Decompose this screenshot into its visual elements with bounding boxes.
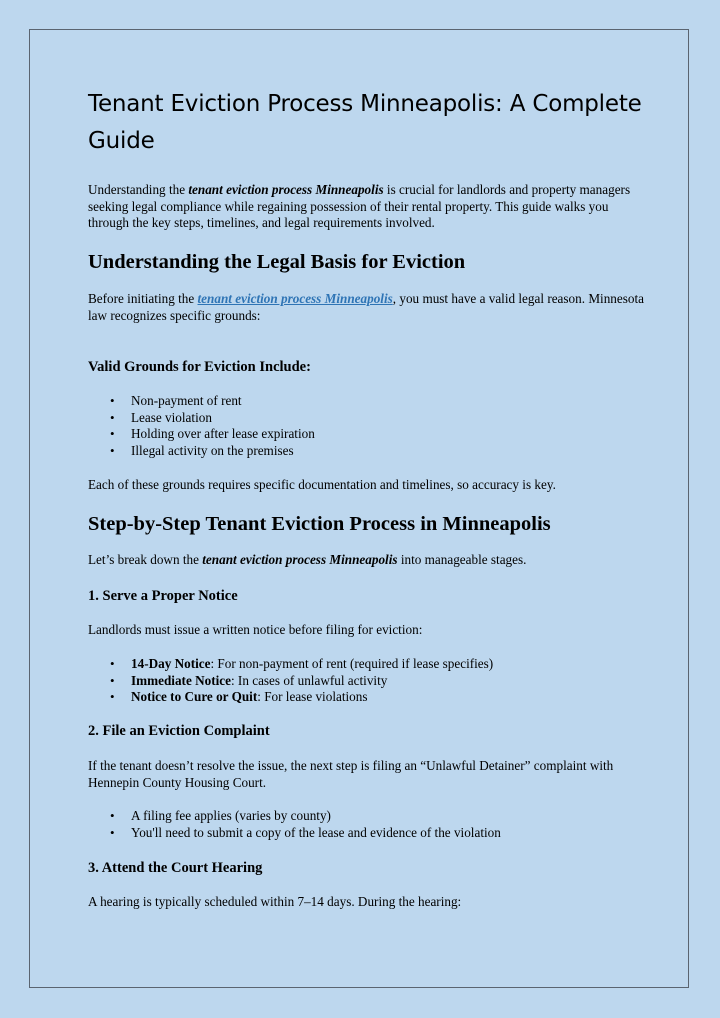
notice-list [88,656,648,706]
list-item [88,689,648,706]
list-item [88,673,648,690]
valid-grounds-heading: Valid Grounds for Eviction Include: [88,359,311,375]
list-item-text: You'll need to submit a copy of the lease and evidence of the violation [131,824,501,840]
notice-label: Immediate Notice [131,672,231,688]
bullet-icon: • [110,689,115,704]
bullet-icon: • [110,824,115,840]
step1-heading: 1. Serve a Proper Notice [88,588,238,604]
legal-basis-text: Before initiating the [88,291,198,306]
list-item-text: Illegal activity on the premises [131,442,294,458]
step1-paragraph: Landlords must issue a written notice before filing for eviction: [88,622,423,637]
bullet-icon: • [110,672,115,688]
list-item-text: Lease violation [131,409,212,425]
step-intro-text: Let’s break down the [88,552,203,567]
notice-text: : For non-payment of rent (required if lease specifies) [210,656,494,671]
list-item [88,443,648,460]
list-item-text: Holding over after lease expiration [131,426,315,441]
filing-list [88,808,648,841]
step2-paragraph: If the tenant doesn’t resolve the issue, the next step is filing an “Unlawful Detainer” complaint with Hennepin County Housing Court. [88,758,614,790]
legal-basis-text-rest: , you must have a valid legal reason. Minnesota law recognizes specific grounds: [88,291,644,323]
step2-heading: 2. File an Eviction Complaint [88,723,270,739]
list-item [88,825,648,842]
step3-heading: 3. Attend the Court Hearing [88,860,263,876]
list-item-text: Non-payment of rent [131,393,242,408]
legal-basis-paragraph [88,291,648,324]
bullet-icon: • [110,442,115,458]
section-step-by-step-heading: Step-by-Step Tenant Eviction Process in Minneapolis [88,513,551,535]
list-item [88,808,648,825]
list-item [88,426,648,443]
tenant-eviction-link[interactable]: tenant eviction process Minneapolis [197,291,393,306]
section-legal-basis-heading: Understanding the Legal Basis for Eviction [88,251,466,273]
step3-paragraph: A hearing is typically scheduled within 7–14 days. During the hearing: [88,894,462,909]
page-frame [29,29,689,988]
grounds-closing-paragraph: Each of these grounds requires specific documentation and timelines, so accuracy is key. [88,477,556,492]
list-item [88,393,648,410]
notice-label: 14-Day Notice [131,656,211,671]
step-intro-text-rest: into manageable stages. [397,552,527,567]
intro-text: Understanding the [88,182,189,197]
step-by-step-intro [88,552,648,569]
notice-label: Notice to Cure or Quit [131,689,258,704]
bullet-icon: • [110,656,115,671]
list-item-text: A filing fee applies (varies by county) [131,808,331,823]
list-item [88,656,648,673]
grounds-list [88,393,648,459]
list-item [88,410,648,427]
step-intro-emphasis: tenant eviction process Minneapolis [202,552,398,567]
bullet-icon: • [110,393,115,408]
notice-text: : In cases of unlawful activity [230,672,388,688]
intro-text-rest: is crucial for landlords and property managers seeking legal compliance while regaining possession of their rental property. This guide walks you through the key steps, timelines, and legal requirements involved. [88,182,631,230]
bullet-icon: • [110,426,115,441]
notice-text: : For lease violations [257,689,368,704]
bullet-icon: • [110,409,115,425]
intro-emphasis: tenant eviction process Minneapolis [188,182,384,197]
page-title: Tenant Eviction Process Minneapolis: A Complete Guide [88,91,642,154]
bullet-icon: • [110,808,115,823]
intro-paragraph [88,182,648,232]
